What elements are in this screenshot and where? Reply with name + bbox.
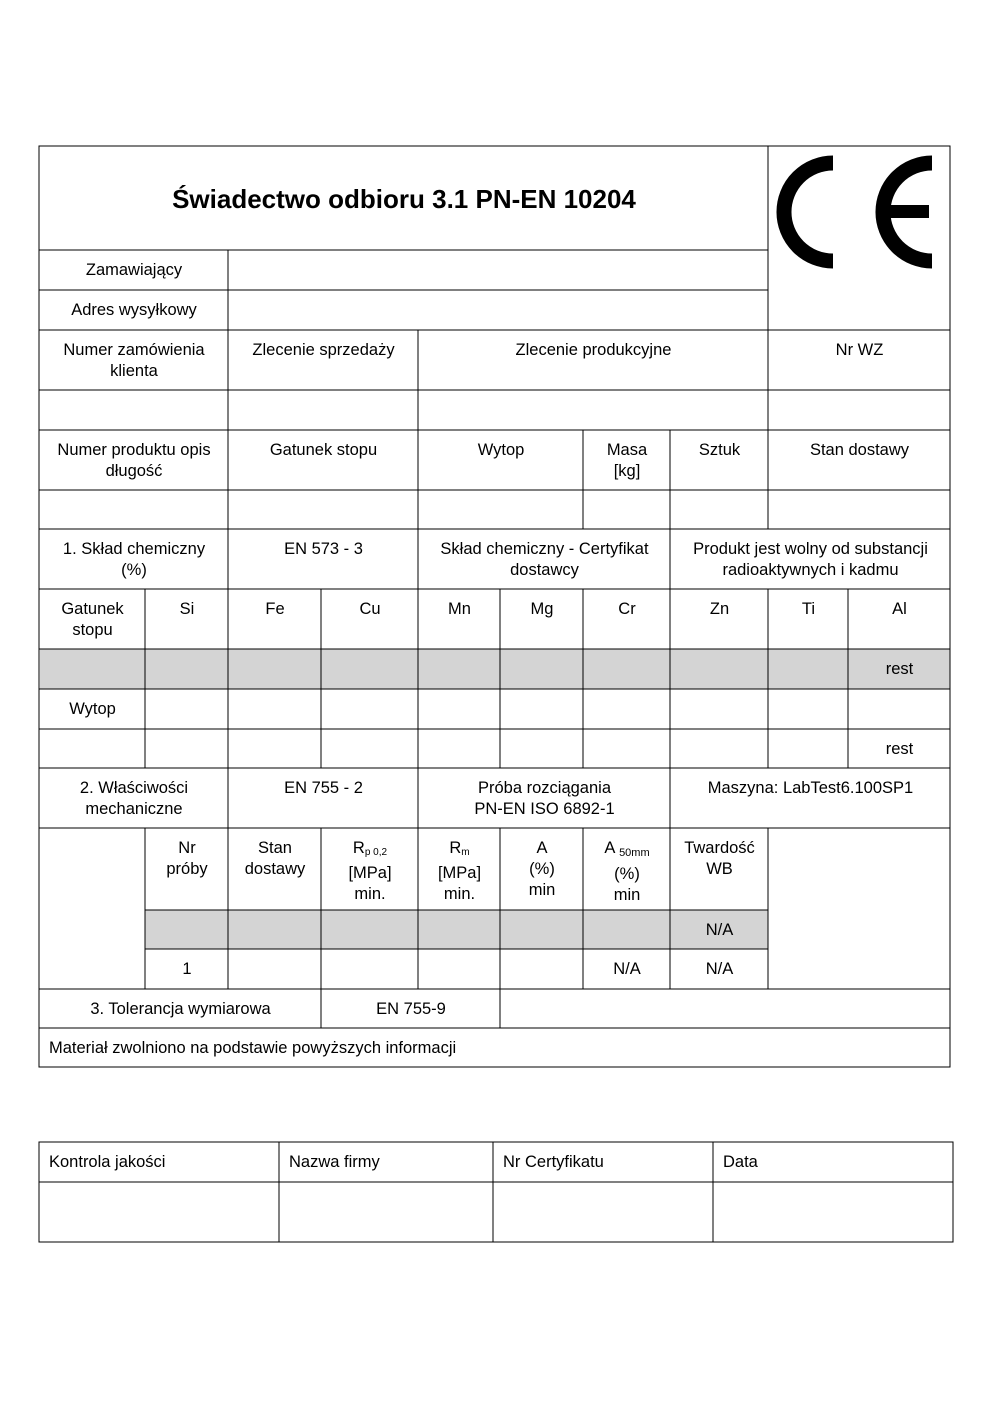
mech-row2-a50: N/A bbox=[613, 960, 641, 978]
nr-certyfikatu-label: Nr Certyfikatu bbox=[503, 1153, 604, 1171]
data-label: Data bbox=[723, 1153, 758, 1171]
gatunek-stopu-label: Gatunek stopu bbox=[269, 441, 378, 459]
chem-col-mg: Mg bbox=[530, 600, 554, 618]
chem-col-ti: Ti bbox=[801, 600, 816, 618]
mech-col-stan: Stan dostawy bbox=[244, 839, 306, 878]
chem-col-cu: Cu bbox=[359, 600, 381, 618]
nazwa-firmy-label: Nazwa firmy bbox=[289, 1153, 380, 1171]
chem-standard: EN 573 - 3 bbox=[284, 540, 363, 558]
masa-label: Masa [kg] bbox=[606, 441, 648, 480]
kontrola-jakosci-field[interactable] bbox=[40, 1183, 279, 1242]
mech-row2-nr: 1 bbox=[182, 960, 192, 978]
adres-label: Adres wysyłkowy bbox=[71, 301, 197, 319]
ce-mark-icon bbox=[772, 150, 942, 274]
chem-wytop-label: Wytop bbox=[69, 700, 116, 718]
mech-row2-hb: N/A bbox=[705, 960, 734, 978]
nr-certyfikatu-field[interactable] bbox=[494, 1183, 713, 1242]
chem-certificate: Skład chemiczny - Certyfikat dostawcy bbox=[440, 540, 649, 579]
chem-rest-2: rest bbox=[885, 739, 914, 758]
mech-col-a50: A $_{50mm}$ (%) min bbox=[604, 839, 650, 904]
radioactive-free-note: Produkt jest wolny od substancji radioaktywnych i kadmu bbox=[693, 540, 928, 579]
mech-test: Próba rozciągania PN-EN ISO 6892-1 bbox=[474, 779, 615, 818]
chem-rest-1: rest bbox=[885, 660, 914, 678]
mech-machine: Maszyna: LabTest6.100SP1 bbox=[707, 779, 914, 797]
chem-col-mn: Mn bbox=[448, 600, 471, 618]
chem-col-si: Si bbox=[179, 600, 195, 618]
zlecenie-sprzedazy-label: Zlecenie sprzedaży bbox=[252, 341, 395, 359]
numer-zamowienia-label: Numer zamówienia klienta bbox=[63, 341, 205, 380]
wlasciwosci-section: 2. Właściwości mechaniczne bbox=[79, 779, 189, 818]
wytop-label: Wytop bbox=[477, 441, 525, 459]
sklad-chemiczny-section: 1. Skład chemiczny (%) bbox=[62, 540, 206, 579]
data-field[interactable] bbox=[714, 1183, 953, 1242]
numer-produktu-label: Numer produktu opis długość bbox=[57, 441, 211, 480]
chem-col-cr: Cr bbox=[618, 600, 636, 618]
stan-dostawy-label: Stan dostawy bbox=[809, 441, 910, 459]
zamawiajacy-label: Zamawiający bbox=[85, 261, 183, 279]
tolerancja-standard: EN 755-9 bbox=[376, 999, 446, 1018]
chem-col-fe: Fe bbox=[265, 600, 285, 618]
page-title: Świadectwo odbioru 3.1 PN-EN 10204 bbox=[172, 183, 636, 214]
nazwa-firmy-field[interactable] bbox=[280, 1183, 493, 1242]
zlecenie-produkcyjne-label: Zlecenie produkcyjne bbox=[515, 341, 672, 359]
sztuk-label: Sztuk bbox=[698, 441, 741, 459]
chem-col-zn: Zn bbox=[709, 600, 730, 618]
tolerancja-label: 3. Tolerancja wymiarowa bbox=[90, 999, 271, 1018]
release-note: Materiał zwolniono na podstawie powyższych informacji bbox=[49, 1038, 457, 1057]
mech-standard: EN 755 - 2 bbox=[284, 779, 363, 797]
mech-row1-hb: N/A bbox=[705, 920, 734, 939]
adres-value[interactable] bbox=[229, 291, 768, 330]
mech-col-a: A (%) min bbox=[528, 839, 556, 899]
mech-col-rm: $R_m$ [MPa] min. bbox=[437, 839, 482, 903]
mech-col-rp: $R_{p 0,2}$ [MPa] min. bbox=[348, 839, 392, 903]
chem-col-al: Al bbox=[892, 600, 907, 618]
nr-wz-label: Nr WZ bbox=[835, 341, 884, 359]
zamawiajacy-value[interactable] bbox=[229, 251, 768, 290]
mech-col-nr: Nr próby bbox=[166, 839, 208, 878]
chem-col-gatunek: Gatunek stopu bbox=[61, 600, 124, 639]
mech-col-hb: Twardość WB bbox=[684, 839, 755, 878]
kontrola-jakosci-label: Kontrola jakości bbox=[49, 1153, 166, 1171]
